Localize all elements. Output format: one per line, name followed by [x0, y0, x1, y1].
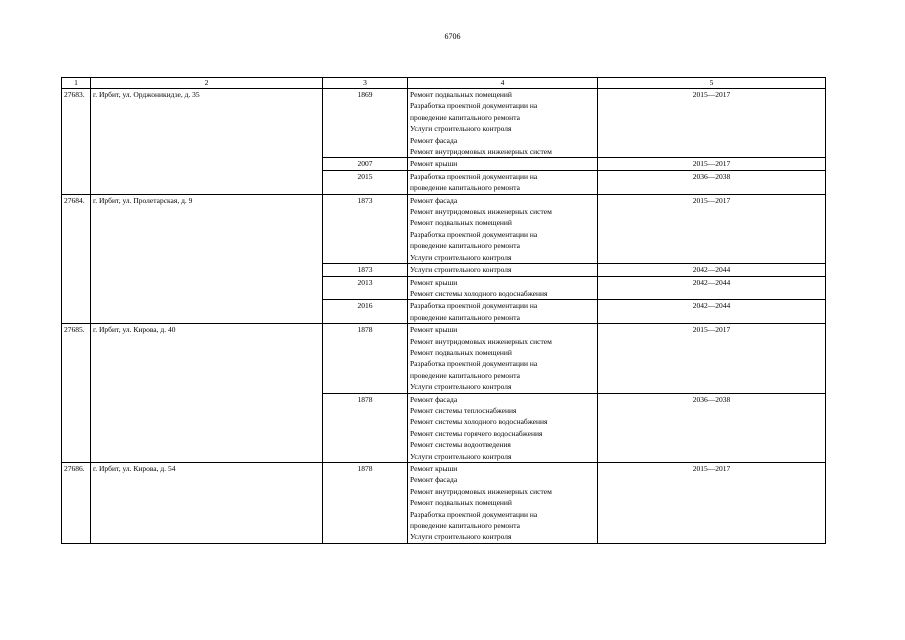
period-cell: 2042—2044 — [598, 264, 826, 276]
works-cell — [408, 300, 598, 324]
period-cell: 2036—2038 — [598, 393, 826, 462]
work-item: Ремонт внутридомовых инженерных систем — [410, 147, 552, 157]
year-cell: 1878 — [323, 324, 408, 393]
entry-number: 27685. — [62, 324, 91, 463]
work-item: Ремонт внутридомовых инженерных систем — [410, 486, 552, 496]
work-item: Разработка проектной документации на — [410, 101, 538, 111]
entry-address: г. Ирбит, ул. Кирова, д. 40 — [91, 324, 323, 463]
works-cell — [408, 264, 598, 276]
year-cell: 1873 — [323, 194, 408, 263]
work-item: Ремонт крыши — [410, 277, 458, 287]
works-cell — [408, 463, 598, 544]
work-item: Ремонт системы холодного водоснабжения — [410, 288, 548, 298]
work-item: Ремонт подвальных помещений — [410, 498, 512, 508]
work-item: Ремонт фасада — [410, 394, 458, 404]
entry-number: 27686. — [62, 463, 91, 544]
header-col-3: 3 — [323, 78, 408, 89]
work-item: Услуги строительного контроля — [410, 265, 512, 275]
table-body — [62, 89, 826, 544]
works-cell — [408, 158, 598, 170]
works-cell — [408, 276, 598, 300]
work-item: Ремонт крыши — [410, 325, 458, 335]
works-cell — [408, 393, 598, 462]
works-cell — [408, 324, 598, 393]
work-item: Ремонт фасада — [410, 195, 458, 205]
work-item: Ремонт крыши — [410, 464, 458, 473]
year-cell: 1869 — [323, 89, 408, 158]
works-cell — [408, 89, 598, 158]
work-item: проведение капитального ремонта — [410, 521, 520, 531]
work-item: проведение капитального ремонта — [410, 370, 520, 380]
work-item: Ремонт подвальных помещений — [410, 90, 512, 99]
year-cell: 2013 — [323, 276, 408, 300]
work-item: Разработка проектной документации на — [410, 171, 538, 181]
work-item: Ремонт системы теплоснабжения — [410, 405, 517, 415]
repair-schedule-table — [61, 77, 826, 544]
header-col-5: 5 — [598, 78, 826, 89]
entry-address: г. Ирбит, ул. Пролетарская, д. 9 — [91, 194, 323, 323]
year-cell: 2007 — [323, 158, 408, 170]
work-item: Ремонт фасада — [410, 475, 458, 485]
period-cell: 2015—2017 — [598, 324, 826, 393]
work-item: Ремонт внутридомовых инженерных систем — [410, 207, 552, 217]
table-row — [62, 324, 826, 393]
entry-number: 27683. — [62, 89, 91, 195]
work-item: Ремонт крыши — [410, 159, 458, 169]
work-item: Разработка проектной документации на — [410, 301, 538, 311]
work-item: Ремонт подвальных помещений — [410, 347, 512, 357]
table-header — [62, 78, 826, 89]
page-number: 6706 — [444, 32, 461, 41]
work-item: Разработка проектной документации на — [410, 229, 538, 239]
work-item: проведение капитального ремонта — [410, 241, 520, 251]
work-item: проведение капитального ремонта — [410, 112, 520, 122]
work-item: Ремонт системы холодного водоснабжения — [410, 417, 548, 427]
works-cell — [408, 194, 598, 263]
work-item: Разработка проектной документации на — [410, 359, 538, 369]
table-row — [62, 89, 826, 158]
period-cell: 2015—2017 — [598, 463, 826, 544]
table-row — [62, 194, 826, 263]
work-item: Ремонт фасада — [410, 135, 458, 145]
work-item: Услуги строительного контроля — [410, 252, 512, 262]
work-item: проведение капитального ремонта — [410, 312, 520, 322]
year-cell: 1878 — [323, 393, 408, 462]
entry-address: г. Ирбит, ул. Кирова, д. 54 — [91, 463, 323, 544]
table-row — [62, 463, 826, 544]
header-col-1: 1 — [62, 78, 91, 89]
period-cell: 2036—2038 — [598, 170, 826, 194]
year-cell: 1873 — [323, 264, 408, 276]
period-cell: 2042—2044 — [598, 276, 826, 300]
works-cell — [408, 170, 598, 194]
work-item: Ремонт системы водоотведения — [410, 440, 511, 450]
work-item: проведение капитального ремонта — [410, 183, 520, 193]
year-cell: 2015 — [323, 170, 408, 194]
year-cell: 2016 — [323, 300, 408, 324]
period-cell: 2015—2017 — [598, 194, 826, 263]
entry-number: 27684. — [62, 194, 91, 323]
work-item: Услуги строительного контроля — [410, 451, 512, 461]
entry-address: г. Ирбит, ул. Орджоникидзе, д. 35 — [91, 89, 323, 195]
header-col-2: 2 — [91, 78, 323, 89]
header-row — [62, 78, 826, 89]
year-cell: 1878 — [323, 463, 408, 544]
work-item: Услуги строительного контроля — [410, 382, 512, 392]
work-item: Услуги строительного контроля — [410, 532, 512, 542]
period-cell: 2015—2017 — [598, 89, 826, 158]
work-item: Ремонт подвальных помещений — [410, 218, 512, 228]
period-cell: 2042—2044 — [598, 300, 826, 324]
header-col-4: 4 — [408, 78, 598, 89]
work-item: Разработка проектной документации на — [410, 509, 538, 519]
period-cell: 2015—2017 — [598, 158, 826, 170]
work-item: Ремонт внутридомовых инженерных систем — [410, 336, 552, 346]
work-item: Услуги строительного контроля — [410, 124, 512, 134]
work-item: Ремонт системы горячего водоснабжения — [410, 428, 543, 438]
